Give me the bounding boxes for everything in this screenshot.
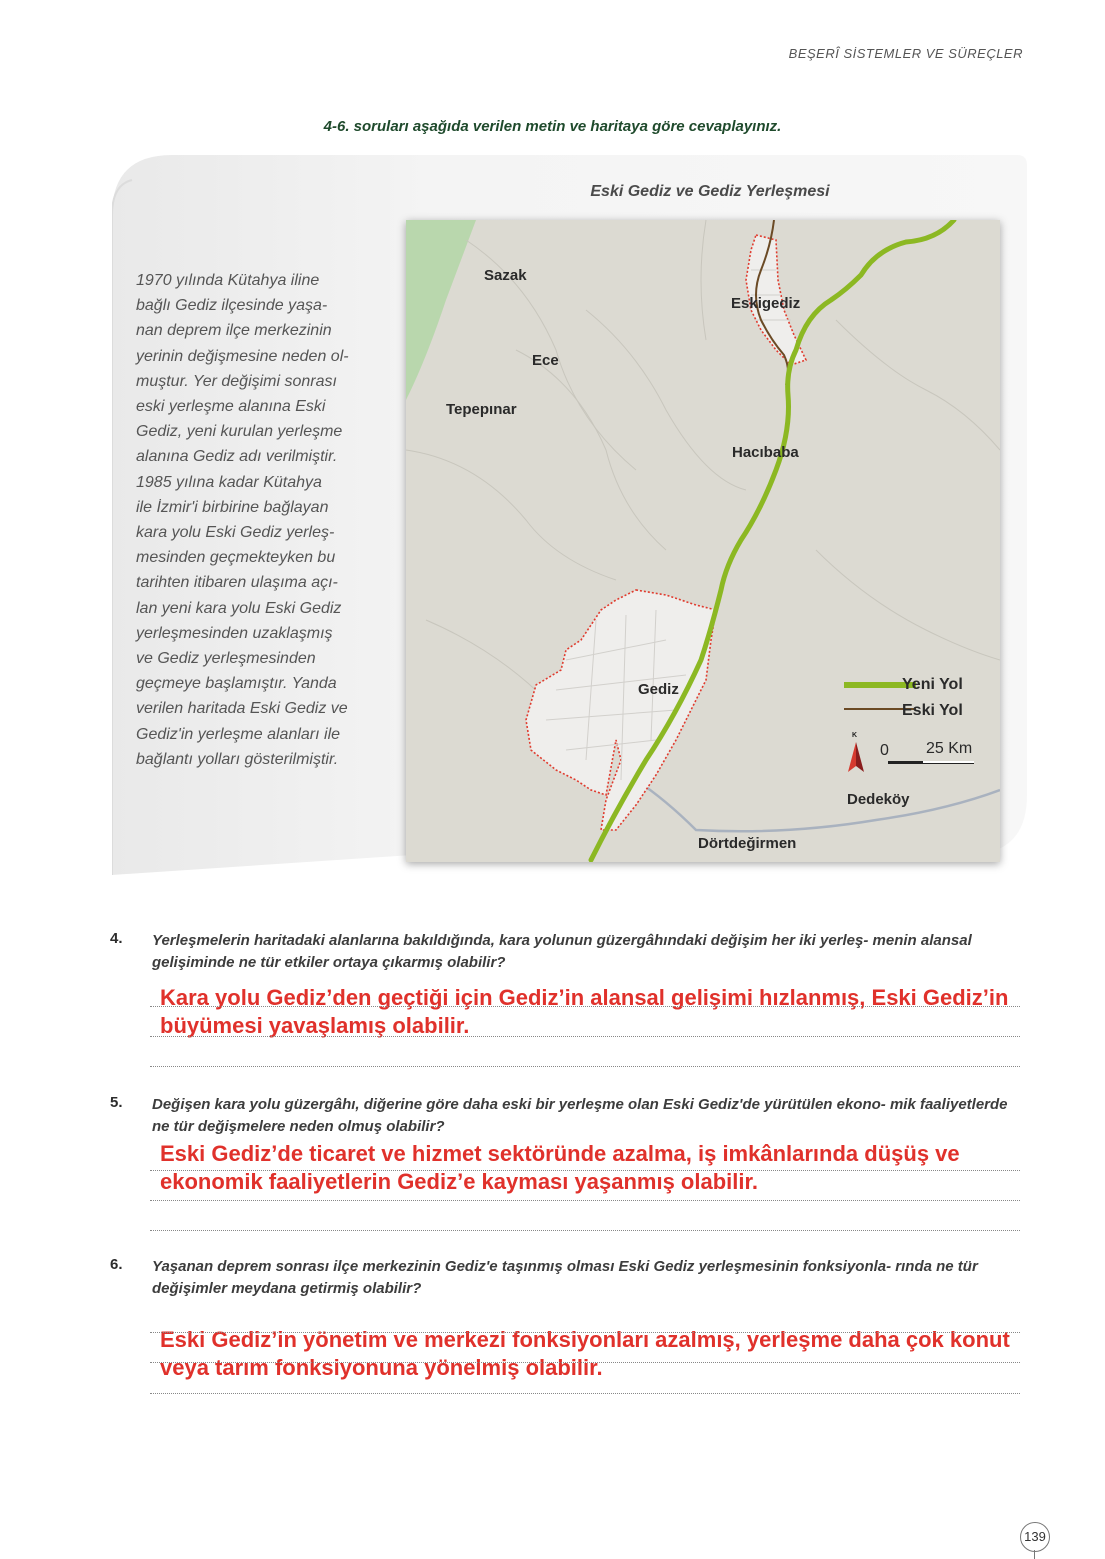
text-line: kara yolu Eski Gediz yerleş- (136, 524, 335, 542)
answer-line (150, 1362, 1020, 1363)
question-text: Yerleşmelerin haritadaki alanlarına bakıldığında, kara yolunun güzergâhındaki değişim her iki yerleş- menin alansal gelişiminde ne tür etkiler ortaya çıkarmış olabilir? (152, 932, 972, 971)
map-title: Eski Gediz ve Gediz Yerleşmesi (590, 183, 830, 200)
map-graphics (406, 220, 1000, 862)
answer-line (150, 1200, 1020, 1201)
answer-5: Eski Gediz’de ticaret ve hizmet sektöründe azalma, iş imkânlarında düşüş ve ekonomik faaliyetlerin Gediz’e kayması yaşanmış olabilir. (160, 1141, 960, 1194)
question-number: 4. (110, 930, 123, 947)
answer-line (150, 1066, 1020, 1067)
text-line: yerinin değişmesine neden ol- (136, 347, 349, 365)
question-number: 5. (110, 1094, 123, 1111)
text-line: bağlantı yolları gösterilmiştir. (136, 750, 339, 768)
answer-line (150, 1332, 1020, 1333)
north-label: K (852, 732, 858, 739)
legend-new-road: Yeni Yol (902, 676, 963, 693)
answer-line (150, 1036, 1020, 1037)
text-line: 1970 yılında Kütahya iline (136, 272, 320, 289)
instructions: 4-6. soruları aşağıda verilen metin ve haritaya göre cevaplayınız. (323, 118, 782, 135)
place-dedekoy: Dedeköy (847, 791, 910, 808)
text-line: Gediz, yeni kurulan yerleşme (136, 423, 343, 441)
text-line: 1985 yılına kadar Kütahya (136, 473, 322, 491)
place-dortdegirmen: Dörtdeğirmen (698, 835, 797, 852)
text-line: mesinden geçmekteyken bu (136, 549, 336, 567)
place-sazak: Sazak (484, 267, 527, 284)
answer-4: Kara yolu Gediz’den geçtiği için Gediz’in alansal gelişimi hızlanmış, Eski Gediz’in büyümesi yavaşlamış olabilir. (160, 985, 1009, 1038)
text-line: geçmeye başlamıştır. Yanda (136, 675, 337, 693)
text-line: nan deprem ilçe merkezinin (136, 322, 332, 340)
answer-line (150, 1393, 1020, 1394)
page-number-tick (1034, 1550, 1035, 1559)
question-text: Değişen kara yolu güzergâhı, diğerine göre daha eski bir yerleşme olan Eski Gediz'de yürütülen ekono- mik faaliyetlerde ne tür değişmelere neden olmuş olabilir? (152, 1096, 1008, 1135)
answer-line (150, 1170, 1020, 1171)
page-number: 139 (1020, 1522, 1050, 1552)
place-ece: Ece (532, 352, 559, 369)
section-title: BEŞERÎ SİSTEMLER VE SÜREÇLER (788, 46, 1023, 61)
text-line: verilen haritada Eski Gediz ve (136, 700, 348, 718)
north-arrow-icon (846, 734, 866, 774)
question-text: Yaşanan deprem sonrası ilçe merkezinin Gediz'e taşınmış olması Eski Gediz yerleşmesinin fonksiyonla- rında ne tür değişimler meydana getirmiş olabilir? (152, 1258, 978, 1297)
answer-6: Eski Gediz’in yönetim ve merkezi fonksiyonları azalmış, yerleşme daha çok konut veya tarım fonksiyonuna yönelmiş olabilir. (160, 1327, 1010, 1380)
text-line: ve Gediz yerleşmesinden (136, 650, 316, 668)
map (406, 220, 1000, 862)
question-number: 6. (110, 1256, 123, 1273)
place-hacibaba: Hacıbaba (732, 444, 799, 461)
text-line: tarihten itibaren ulaşıma açı- (136, 574, 338, 592)
text-line: yerleşmesinden uzaklaşmış (136, 624, 333, 642)
panel-description (136, 268, 388, 772)
text-line: lan yeni kara yolu Eski Gediz (136, 599, 342, 617)
text-line: eski yerleşme alanına Eski (136, 398, 326, 416)
scale-line-segment (923, 761, 974, 763)
text-line: muştur. Yer değişimi sonrası (136, 372, 337, 390)
scale-zero: 0 (880, 742, 889, 759)
place-gediz: Gediz (638, 681, 679, 698)
text-line: bağlı Gediz ilçesinde yaşa- (136, 297, 328, 315)
legend-old-road: Eski Yol (902, 702, 963, 719)
place-tepepinar: Tepepınar (446, 401, 517, 418)
text-line: alanına Gediz adı verilmiştir. (136, 448, 338, 466)
text-line: ile İzmir'i birbirine bağlayan (136, 498, 329, 516)
scale-distance: 25 Km (926, 740, 973, 757)
text-line: Gediz'in yerleşme alanları ile (136, 725, 341, 743)
answer-line (150, 1006, 1020, 1007)
answer-line (150, 1230, 1020, 1231)
place-eskigediz: Eskigediz (731, 295, 801, 312)
